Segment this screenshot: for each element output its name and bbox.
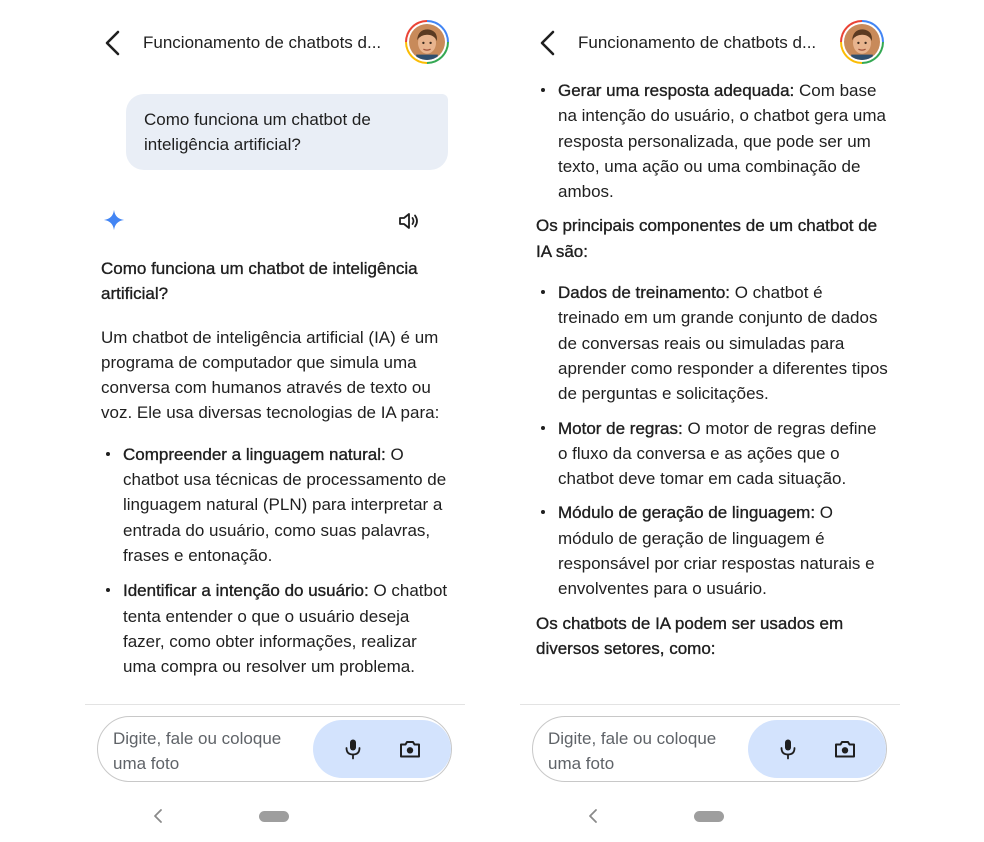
user-message-bubble: Como funciona um chatbot de inteligência artificial? [126,94,448,170]
arrow-back-icon [534,26,564,60]
list-item: Dados de treinamento: O chatbot é treinado em um grande conjunto de dados de conversas reais ou simuladas para aprender como responder a diferentes tipos de perguntas e solicitações. [536,280,888,406]
response-intro: Um chatbot de inteligência artificial (IA) é um programa de computador que simula uma conversa com humanos através de texto ou voz. Ele usa diversas tecnologias de IA para: [101,327,440,423]
prompt-input-box[interactable] [97,716,452,782]
input-actions [748,720,886,778]
components-list [536,280,888,602]
avatar[interactable] [405,20,449,64]
prompt-input[interactable] [113,726,298,776]
nav-home-button[interactable] [259,811,289,822]
left-screen [85,0,465,842]
conversation-title: Funcionamento de chatbots d... [578,33,817,52]
divider [520,704,900,705]
avatar-image [844,24,880,60]
gemini-spark-icon [103,209,125,231]
list-item: Módulo de geração de linguagem: O módulo de geração de linguagem é responsável por criar respostas naturais e envolventes para o usuário. [536,500,888,601]
sectors-heading: Os chatbots de IA podem ser usados em diversos setores, como: [536,613,844,658]
list-item: Gerar uma resposta adequada: Com base na intenção do usuário, o chatbot gera uma resposta personalizada, que pode ser um texto, uma ação ou uma combinação de ambos. [536,78,888,204]
response-bullet-list [536,78,888,204]
camera-icon[interactable] [833,737,857,761]
list-item: Motor de regras: O motor de regras define o fluxo da conversa e as ações que o chatbot deve tomar em cada situação. [536,416,888,492]
components-heading: Os principais componentes de um chatbot de IA são: [536,216,878,261]
response-content [101,256,453,679]
response-content [536,78,888,661]
response-bullet-list [101,442,453,680]
camera-icon[interactable] [398,737,422,761]
top-app-bar [85,18,465,68]
conversation-title: Funcionamento de chatbots d... [143,33,382,52]
list-item: Compreender a linguagem natural: O chatbot usa técnicas de processamento de linguagem natural (PLN) para interpretar a entrada do usuário, como suas palavras, frases e entonação. [101,442,453,568]
prompt-input-box[interactable] [532,716,887,782]
avatar-image [409,24,445,60]
input-actions [313,720,451,778]
speaker-icon[interactable] [397,209,421,233]
prompt-input[interactable] [548,726,733,776]
response-heading: Como funciona um chatbot de inteligência artificial? [101,259,418,304]
list-item: Identificar a intenção do usuário: O chatbot tenta entender o que o usuário deseja fazer, como obter informações, realizar uma compra ou resolver um problema. [101,578,453,679]
nav-back-icon[interactable] [586,807,600,825]
divider [85,704,465,705]
nav-home-button[interactable] [694,811,724,822]
arrow-back-icon [99,26,129,60]
avatar[interactable] [840,20,884,64]
mic-icon[interactable] [776,737,800,761]
top-app-bar [520,18,900,68]
back-button[interactable] [99,26,129,60]
right-screen [520,0,900,842]
nav-back-icon[interactable] [151,807,165,825]
mic-icon[interactable] [341,737,365,761]
back-button[interactable] [534,26,564,60]
